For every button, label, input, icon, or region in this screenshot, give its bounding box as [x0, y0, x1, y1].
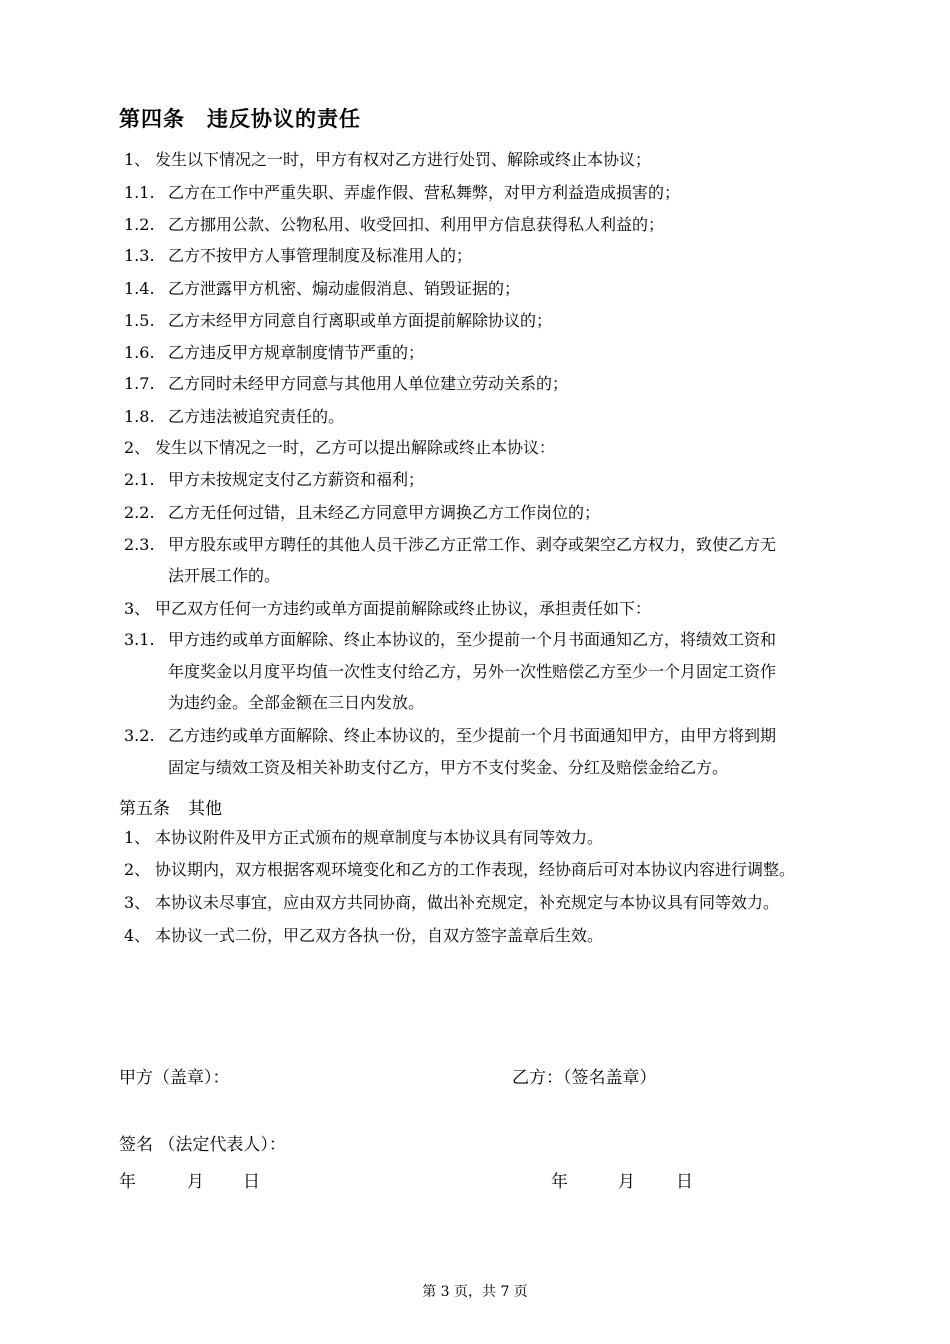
clause-number: 1、: [124, 828, 151, 847]
clause-number: 1.7.: [124, 374, 155, 393]
clause-number: 4、: [124, 926, 151, 945]
clause-text: 固定与绩效工资及相关补助支付乙方，甲方不支付奖金、分红及赔偿金给乙方。: [168, 758, 729, 777]
clause-line: [124, 726, 844, 748]
clause-line: [124, 599, 844, 621]
clause-line: [124, 183, 844, 205]
section4-heading: [119, 103, 361, 133]
party-b-date-year: 年: [551, 1172, 568, 1192]
clause-number: 1.5.: [124, 311, 155, 330]
party-a-seal-label: 甲方（盖章）：: [119, 1068, 230, 1088]
clause-text: 协议期内，双方根据客观环境变化和乙方的工作表现，经协商后可对本协议内容进行调整。: [155, 860, 796, 879]
clause-number: 3.1.: [124, 630, 155, 649]
clause-text: 甲方股东或甲方聘任的其他人员干涉乙方正常工作、剥夺或架空乙方权力，致使乙方无: [168, 535, 777, 554]
clause-text: 乙方无任何过错，且未经乙方同意甲方调换乙方工作岗位的；: [168, 503, 601, 522]
section5-title: 其他: [188, 799, 222, 819]
clause-number: 2、: [124, 860, 151, 879]
clause-number: 2、: [124, 438, 151, 457]
clause-line: [124, 758, 844, 780]
clause-line: [124, 860, 844, 882]
clause-line: [124, 311, 844, 333]
clause-number: 1.4.: [124, 279, 155, 298]
clause-text: 乙方违法被追究责任的。: [168, 407, 345, 426]
party-b-date-day: 日: [676, 1172, 693, 1192]
clause-text: 发生以下情况之一时，甲方有权对乙方进行处罚、解除或终止本协议；: [155, 150, 652, 169]
clause-text: 甲乙双方任何一方违约或单方面提前解除或终止协议，承担责任如下：: [155, 599, 652, 618]
clause-text: 年度奖金以月度平均值一次性支付给乙方，另外一次性赔偿乙方至少一个月固定工资作: [168, 662, 777, 681]
clause-line: [124, 279, 844, 301]
clause-text: 本协议未尽事宜，应由双方共同协商，做出补充规定，补充规定与本协议具有同等效力。: [155, 893, 780, 912]
clause-line: [124, 630, 844, 652]
section4-title: 违反协议的责任: [207, 106, 361, 131]
clause-text: 乙方泄露甲方机密、煽动虚假消息、销毁证据的；: [168, 279, 521, 298]
clause-line: [124, 374, 844, 396]
clause-text: 乙方违约或单方面解除、终止本协议的，至少提前一个月书面通知甲方，由甲方将到期: [168, 726, 777, 745]
clause-number: 2.1.: [124, 470, 155, 489]
clause-number: 3、: [124, 599, 151, 618]
clause-number: 1.2.: [124, 215, 155, 234]
clause-text: 乙方同时未经甲方同意与其他用人单位建立劳动关系的；: [168, 374, 569, 393]
party-a-date-month: 月: [187, 1172, 204, 1192]
clause-number: 1.1.: [124, 183, 155, 202]
section5-heading: [119, 794, 222, 819]
clause-line: [124, 693, 844, 715]
clause-line: [124, 407, 844, 429]
clause-number: 1.6.: [124, 343, 155, 362]
clause-number: 2.2.: [124, 503, 155, 522]
clause-text: 乙方未经甲方同意自行离职或单方面提前解除协议的；: [168, 311, 553, 330]
clause-number: 1、: [124, 150, 151, 169]
clause-text: 为违约金。全部金额在三日内发放。: [168, 693, 425, 712]
party-a-date-day: 日: [243, 1172, 260, 1192]
clause-number: 3、: [124, 893, 151, 912]
clause-number: 3.2.: [124, 726, 155, 745]
clause-line: [124, 246, 844, 268]
clause-line: [124, 828, 844, 850]
clause-text: 乙方不按甲方人事管理制度及标准用人的；: [168, 246, 473, 265]
clause-line: [124, 343, 844, 365]
clause-text: 本协议附件及甲方正式颁布的规章制度与本协议具有同等效力。: [155, 828, 604, 847]
clause-line: [124, 438, 844, 460]
legal-rep-sign-label: 签名 （法定代表人）：: [119, 1135, 286, 1155]
clause-text: 甲方违约或单方面解除、终止本协议的，至少提前一个月书面通知乙方，将绩效工资和: [168, 630, 777, 649]
section4-number: 第四条: [119, 106, 185, 131]
clause-text: 法开展工作的。: [168, 566, 281, 585]
clause-line: [124, 215, 844, 237]
clause-text: 乙方违反甲方规章制度情节严重的；: [168, 343, 425, 362]
section5-number: 第五条: [119, 799, 170, 819]
clause-line: [124, 926, 844, 948]
clause-line: [124, 535, 844, 557]
clause-line: [124, 893, 844, 915]
page-footer: 第 3 页，共 7 页: [422, 1284, 528, 1300]
clause-number: 1.8.: [124, 407, 155, 426]
clause-number: 2.3.: [124, 535, 155, 554]
clause-line: [124, 150, 844, 172]
clause-line: [124, 503, 844, 525]
clause-text: 发生以下情况之一时，乙方可以提出解除或终止本协议：: [155, 438, 556, 457]
clause-text: 本协议一式二份，甲乙双方各执一份，自双方签字盖章后生效。: [155, 926, 604, 945]
clause-text: 乙方挪用公款、公物私用、收受回扣、利用甲方信息获得私人利益的；: [168, 215, 665, 234]
party-b-date-month: 月: [618, 1172, 635, 1192]
clause-line: [124, 470, 844, 492]
clause-text: 乙方在工作中严重失职、弄虚作假、营私舞弊，对甲方利益造成损害的；: [168, 183, 681, 202]
clause-text: 甲方未按规定支付乙方薪资和福利；: [168, 470, 425, 489]
clause-line: [124, 662, 844, 684]
clause-line: [124, 566, 844, 588]
party-b-sign-label: 乙方：（签名盖章）: [512, 1068, 657, 1088]
clause-number: 1.3.: [124, 246, 155, 265]
party-a-date-year: 年: [119, 1172, 136, 1192]
